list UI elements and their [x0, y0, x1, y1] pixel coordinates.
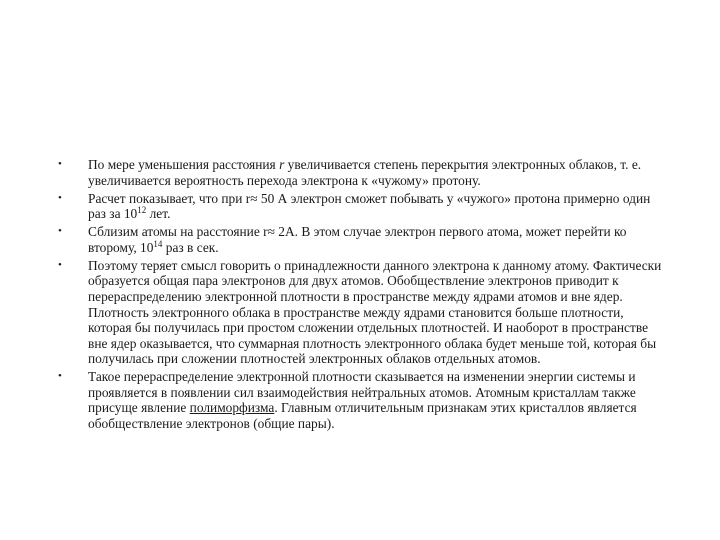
bullet-item-2 [58, 191, 668, 222]
bullet-icon: • [58, 225, 62, 238]
bullet-text: r≈ 2А. В этом случае электрон первого атома, может перейти ко второму, 10 [88, 224, 627, 255]
polymorphism-link[interactable]: полиморфизма [189, 400, 275, 416]
bullet-item-4 [58, 258, 668, 367]
exponent: 12 [137, 205, 147, 216]
bullet-text: раз в сек. [162, 239, 219, 255]
bullet-text: лет. [146, 206, 171, 222]
bullet-icon: • [58, 158, 62, 170]
bullet-list [58, 157, 668, 434]
bullet-text: Расчет показывает, что при [88, 190, 246, 206]
bullet-text: Сблизим атомы на расстояние [88, 224, 264, 240]
bullet-item-3 [58, 224, 668, 255]
variable-r: r [279, 157, 285, 172]
bullet-text: r≈ 50 А электрон сможет побывать у «чужого» протона примерно один раз за 10 [88, 190, 651, 222]
bullet-icon: • [58, 191, 62, 204]
bullet-item-5 [58, 369, 668, 431]
bullet-text: Поэтому теряет смысл говорить о принадлежности данного электрона к данному атому. Фактически образуется общая пара электронов для двух атомов. Обобществление электронов приводит к перераспределению электронной плотности в пространстве между ядрами атомов и вне ядер. Плотность электронного облака в пространстве между ядрами становится больше плотности, которая бы получилась при простом сложении отдельных плотностей. И наоборот в пространстве вне ядер оказывается, что суммарная плотность электронного облака будет меньше той, которая бы получилась при сложении плотностей электронных облаков отдельных атомов. [88, 257, 662, 367]
bullet-icon: • [58, 258, 62, 271]
bullet-text: увеличивается степень перекрытия электронных облаков, т. е. увеличивается вероятность перехода электрона к «чужому» протону. [88, 157, 642, 188]
bullet-text: Такое перераспределение электронной плотности сказывается на изменении энергии системы и проявляется в появлении сил взаимодействия нейтральных атомов. Атомным кристаллам также присуще явление [88, 369, 636, 416]
bullet-icon: • [58, 370, 62, 383]
bullet-text: . Главным отличительным признакам этих кристаллов является обобществление электронов (общие пары). [88, 400, 637, 432]
exponent: 14 [153, 238, 163, 249]
bullet-text: По мере уменьшения расстояния [88, 157, 280, 172]
bullet-item-1 [58, 157, 668, 188]
